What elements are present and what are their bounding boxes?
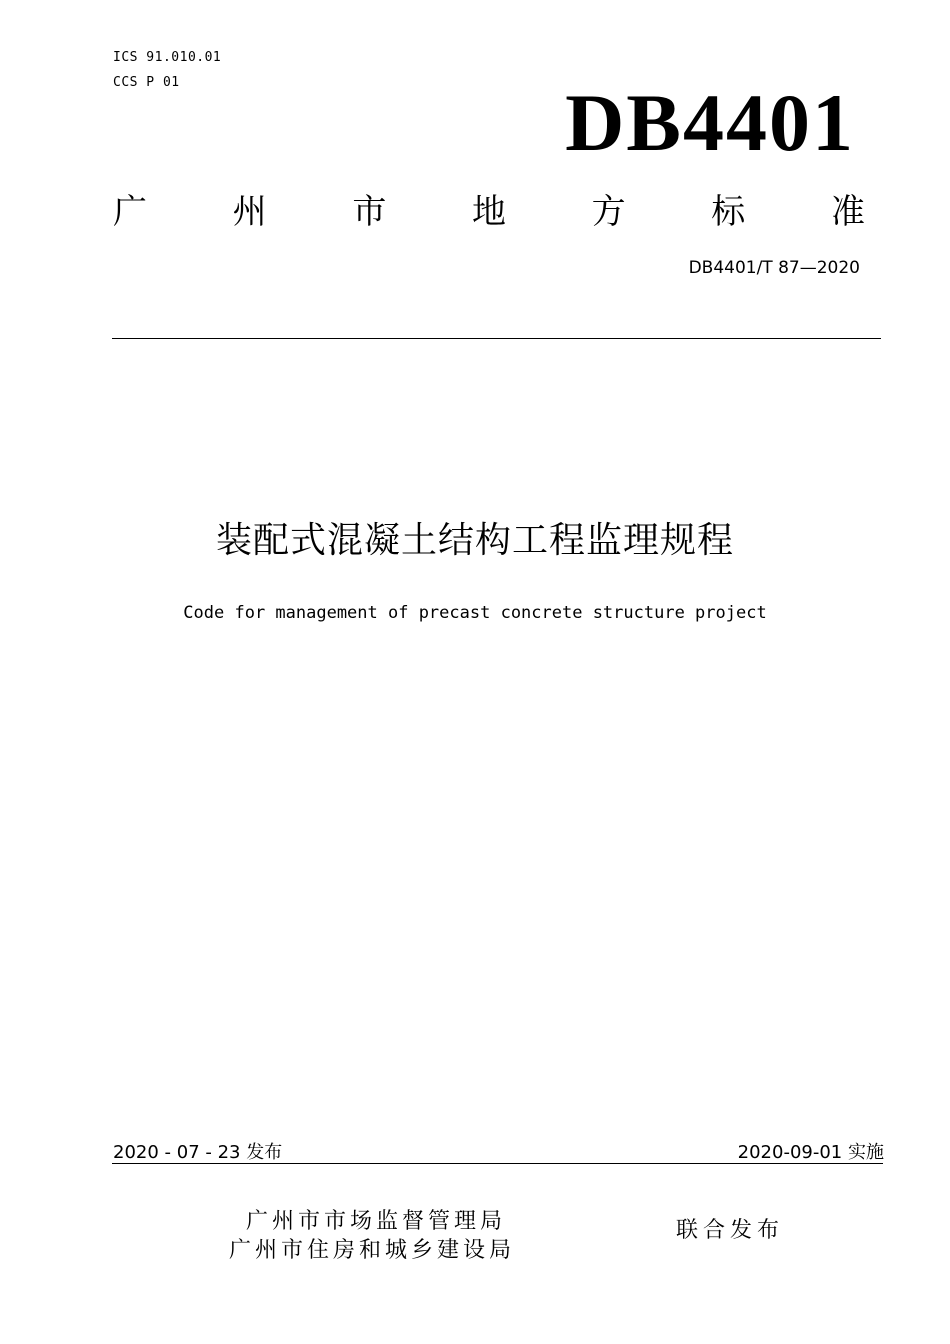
standard-type-char: 市 bbox=[352, 191, 387, 232]
publish-date: 2020 - 07 - 23 发布 bbox=[113, 1142, 283, 1163]
standard-type-char: 广 bbox=[113, 191, 147, 232]
ics-code: ICS 91.010.01 bbox=[113, 50, 222, 65]
issuer-housing-construction: 广州市住房和城乡建设局 bbox=[229, 1238, 516, 1263]
standard-type-char: 准 bbox=[830, 191, 865, 232]
standard-type-char: 地 bbox=[471, 191, 506, 232]
standard-number: DB4401/T 87—2020 bbox=[688, 258, 860, 278]
document-title-chinese: 装配式混凝土结构工程监理规程 bbox=[215, 520, 734, 561]
standard-type-heading bbox=[113, 186, 865, 230]
ccs-code: CCS P 01 bbox=[113, 75, 180, 90]
standard-type-char: 州 bbox=[232, 191, 267, 232]
implementation-date: 2020-09-01 实施 bbox=[737, 1142, 884, 1163]
standard-code-large: DB4401 bbox=[565, 77, 855, 168]
standard-type-char: 标 bbox=[711, 191, 746, 232]
header-divider bbox=[112, 338, 881, 339]
joint-issue-label: 联合发布 bbox=[676, 1218, 785, 1243]
standard-type-char: 方 bbox=[591, 191, 626, 232]
issuer-market-regulation: 广州市市场监督管理局 bbox=[246, 1209, 507, 1234]
footer-divider bbox=[112, 1163, 883, 1164]
document-title-english: Code for management of precast concrete structure project bbox=[183, 603, 767, 623]
